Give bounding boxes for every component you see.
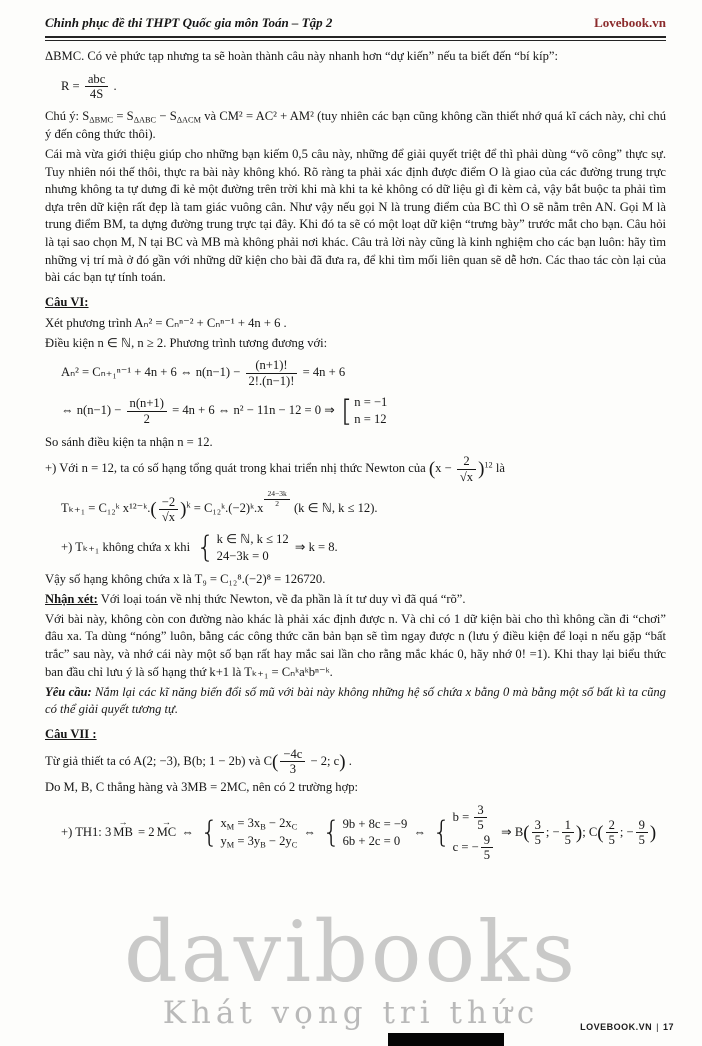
cases-group — [341, 394, 387, 428]
fraction: $\frac{1}{5}$ — [562, 818, 574, 848]
cases-group — [432, 803, 495, 863]
fraction: $\frac{3}{5}$ — [474, 803, 486, 833]
vector: MB → — [113, 824, 133, 842]
watermark-davibooks: davibooks — [123, 903, 579, 1001]
footer-page-number: 17 — [662, 1022, 674, 1032]
cases-group — [200, 815, 297, 850]
paragraph-requirement: Yêu cầu: Nắm lại các kĩ năng biến đổi số mũ với bài này không những hệ số chứa x bằng 0 mà bằng một số bất kì ta cũng có thể giải quyết tương tự. — [45, 684, 666, 717]
cases-group — [322, 816, 407, 850]
case-row: k ∈ ℕ, k ≤ 12 — [216, 531, 289, 546]
case-row: yM = 3yB − 2yC — [220, 833, 298, 850]
fraction: $\frac{-4c}{3}$ — [280, 747, 305, 777]
text-run: C — [291, 840, 298, 850]
scan-artifact-bar — [388, 1033, 504, 1046]
paragraph-cases-intro: Do M, B, C thẳng hàng và 3MB = 2MC, nên có 2 trường hợp: — [45, 780, 359, 795]
page-header — [45, 14, 666, 32]
paragraph-intro: ΔBMC. Có vẻ phức tạp nhưng ta sẽ hoàn thành câu này nhanh hơn “dự kiến” nếu ta biết đến “bí kíp”: — [45, 49, 558, 64]
formula-no-x: +) Tₖ₊₁ không chứa x khi { k ∈ ℕ, k ≤ 12 24−3k = 0 ⇒ k = 8. — [61, 529, 338, 564]
brace-icon: { — [196, 529, 215, 564]
text-run: M — [226, 840, 235, 850]
section-heading-cau-vii: Câu VII : — [45, 727, 97, 742]
paragraph-advice: Với bài này, không còn con đường nào khác là phải xác định được n. Và chỉ có 1 dữ kiện bài cho thì không cần đi “chơi” đâu xa. Ta dùng “nóng” luôn, bằng các công thức căn bản bạn sẽ tìm ngay được n (lưu ý điều kiện để loại n nếu gặp “bất trắc” sau này, và nhớ cái này một số bạn rất hay mắc sai lần cho rằng mắc khác 0, hãy nhớ 0! =1). Khi thay lại biểu thức ban đầu chỉ lưu ý là số hạng thứ k+1 là Tₖ₊₁ = Cₙᵏaᵏbⁿ⁻ᵏ. — [45, 611, 666, 679]
case-row: 6b + 2c = 0 — [342, 833, 401, 848]
text-run: ΔABC — [133, 115, 157, 125]
paragraph-equation: Xét phương trình Aₙ² = Cₙⁿ⁻² + Cₙⁿ⁻¹ + 4n + 6 . — [45, 315, 287, 330]
fraction: $\frac{9}{5}$ — [636, 818, 648, 848]
fraction: $\frac{24-3k}{2}$ — [264, 490, 289, 508]
big-paren: ( — [428, 458, 436, 480]
text-run: B — [260, 840, 266, 850]
fraction: $\frac{(n+1)!}{2!.(n-1)!}$ — [246, 358, 298, 388]
formula-th1: +) TH1: 3 MB → = 2 MC → ⇔ { xM = 3xB − 2xC yM = 3yB − 2yC ⇔ { 9b + 8c = −9 6b + 2c = 0 ⇔ { b = $\frac{3}{5}$ c = − $\frac{9}{5}$ ⇒ B( $\frac{3}{5}$ ; − $\frac{1}{5}$ ); C( $\frac{2}{5}$ ; − $\frac{9}{5}$ ) — [61, 803, 666, 863]
text-run: k — [186, 500, 191, 510]
page-content — [45, 14, 666, 869]
paragraph-result: Vậy số hạng không chứa x là T₉ = C₁₂⁸.(−2)⁸ = 126720. — [45, 571, 326, 586]
book-title: Chinh phục đề thi THPT Quốc gia môn Toán – Tập 2 — [45, 15, 333, 30]
fraction: $\frac{n(n+1)}{2}$ — [127, 396, 167, 426]
footer — [580, 1022, 674, 1032]
big-paren: ) — [339, 751, 346, 773]
big-paren: ( — [150, 499, 157, 521]
fraction: $\frac{3}{5}$ — [532, 818, 544, 848]
footer-divider: | — [656, 1022, 659, 1032]
paragraph-condition: Điều kiện n ∈ ℕ, n ≥ 2. Phương trình tương đương với: — [45, 335, 328, 350]
case-row: n = −1 — [354, 395, 388, 410]
fraction: $\frac{2}{√x}$ — [457, 454, 476, 484]
big-paren: ) — [180, 499, 187, 521]
paragraph-remark: Nhận xét: Với loại toán về nhị thức Newton, về đa phần là ít tư duy vì đã quá “rõ”. — [45, 591, 466, 606]
case-row: 24−3k = 0 — [216, 548, 269, 563]
footer-brand: LOVEBOOK.VN — [580, 1022, 653, 1032]
case-row: xM = 3xB − 2xC — [220, 815, 298, 832]
brace-icon: [ — [340, 393, 353, 428]
text-run: ΔBMC — [89, 115, 114, 125]
text-run: ΔACM — [176, 115, 201, 125]
fraction: $\frac{\text{abc}}{4S}$ — [85, 72, 108, 102]
fraction: $\frac{2}{5}$ — [606, 818, 618, 848]
vector: MC → — [157, 824, 177, 842]
brace-icon: { — [432, 815, 451, 850]
big-paren: ( — [523, 822, 530, 844]
text-run: B — [260, 822, 266, 832]
case-row: n = 12 — [354, 412, 387, 427]
case-row: 9b + 8c = −9 — [342, 816, 408, 831]
cases-group — [196, 531, 288, 565]
watermark-slogan: Khát vọng tri thức — [162, 995, 540, 1031]
brace-icon: { — [200, 815, 219, 850]
formula-radius: R = $\frac{\text{abc}}{4S}$ . — [61, 71, 117, 102]
case-row: c = − $\frac{9}{5}$ — [453, 833, 495, 863]
text-run: M — [226, 822, 235, 832]
text-run: Nhận xét: — [45, 591, 98, 606]
text-run: C — [291, 822, 298, 832]
formula-transform-1: Aₙ² = Cₙ₊₁ⁿ⁻¹ + 4n + 6 ⇔ n(n−1) − $\frac{(n+1)!}{2!.(n-1)!}$ = 4n + 6 — [61, 358, 346, 388]
big-paren: ( — [597, 822, 604, 844]
header-divider — [45, 36, 666, 41]
fraction: $\frac{9}{5}$ — [481, 833, 493, 863]
paragraph-given: Từ giả thiết ta có A(2; −3), B(b; 1 − 2b) và C( $\frac{-4c}{3}$ − 2; c) . — [45, 746, 352, 777]
text-run: Yêu cầu: — [45, 684, 92, 699]
brace-icon: { — [322, 815, 341, 850]
fraction: $\frac{-2}{√x}$ — [159, 495, 178, 525]
section-heading-cau-vi: Câu VI: — [45, 294, 89, 309]
formula-general-term: Tₖ₊₁ = C₁₂ᵏ x¹²⁻ᵏ.( $\frac{-2}{√x}$ )$^k$ = C₁₂ᵏ.(−2)ᵏ.x $\frac{24-3k}{2}$ (k ∈ ℕ, k ≤ 12). — [61, 489, 378, 525]
paragraph-discussion: Cái mà vừa giới thiệu giúp cho những bạn kiếm 0,5 câu này, những để giải quyết triệt để thì phải dùng “võ công” thực sự. Tuy nhiên nói thế thôi, thực ra bài này không khó. Rõ ràng ta phải xác định được điểm O là giao của các đường trung trực nhưng không ta tự dưng đi kẻ một đường trên trời khi mà khi ta kẻ không có dữ liệu gì đi kèm cả, vậy bắt buộc ta phải tìm dựa trên dữ kiện rất đẹp là tam giác vuông cân. Như vậy nếu gọi N là trung điểm của BC thì O sẽ nằm trên AN. Gọi M là trung điểm BM, ta dựng đường trung trực tại đây. Khi đó ta sẽ có một loạt dữ kiện “trưng bày” trước mắt cho bạn. Câu hỏi là tại sao chọn M, N tại BC và MB mà không phải nơi khác. Câu trả lời này cũng là kinh nghiệm cho các bạn luôn: hãy tìm những vị trí mà ở đó gần với những dữ kiện cho bài đã đưa ra, để khi tìm mối liên quan sẽ dễ hơn. Các thao tác còn lại của bài các bạn tự tính toán. — [45, 146, 666, 285]
big-paren: ) — [649, 822, 657, 844]
paragraph-note: Chú ý: SΔBMC = SΔABC − SΔACM và CM² = AC² + AM² (tuy nhiên các bạn cũng không cần thiết nhớ quá kĩ cách này, chỉ chú ý đến công thức thôi). — [45, 108, 666, 141]
publisher-brand: Lovebook.vn — [594, 15, 666, 30]
formula-transform-2: ⇔ n(n−1) − $\frac{n(n+1)}{2}$ = 4n + 6 ⇔ n² − 11n − 12 = 0 ⇒ [ n = −1 n = 12 — [61, 393, 388, 428]
case-row: b = $\frac{3}{5}$ — [453, 803, 495, 833]
big-paren: ( — [272, 751, 279, 773]
paragraph-newton: +) Với n = 12, ta có số hạng tổng quát trong khai triển nhị thức Newton của (x − $\frac{2}{√x}$ )$^{12}$ là — [45, 454, 505, 484]
big-paren: ) — [478, 458, 485, 480]
text-run: 12 — [484, 460, 493, 470]
big-paren: ) — [575, 822, 583, 844]
paragraph-compare: So sánh điều kiện ta nhận n = 12. — [45, 435, 213, 450]
